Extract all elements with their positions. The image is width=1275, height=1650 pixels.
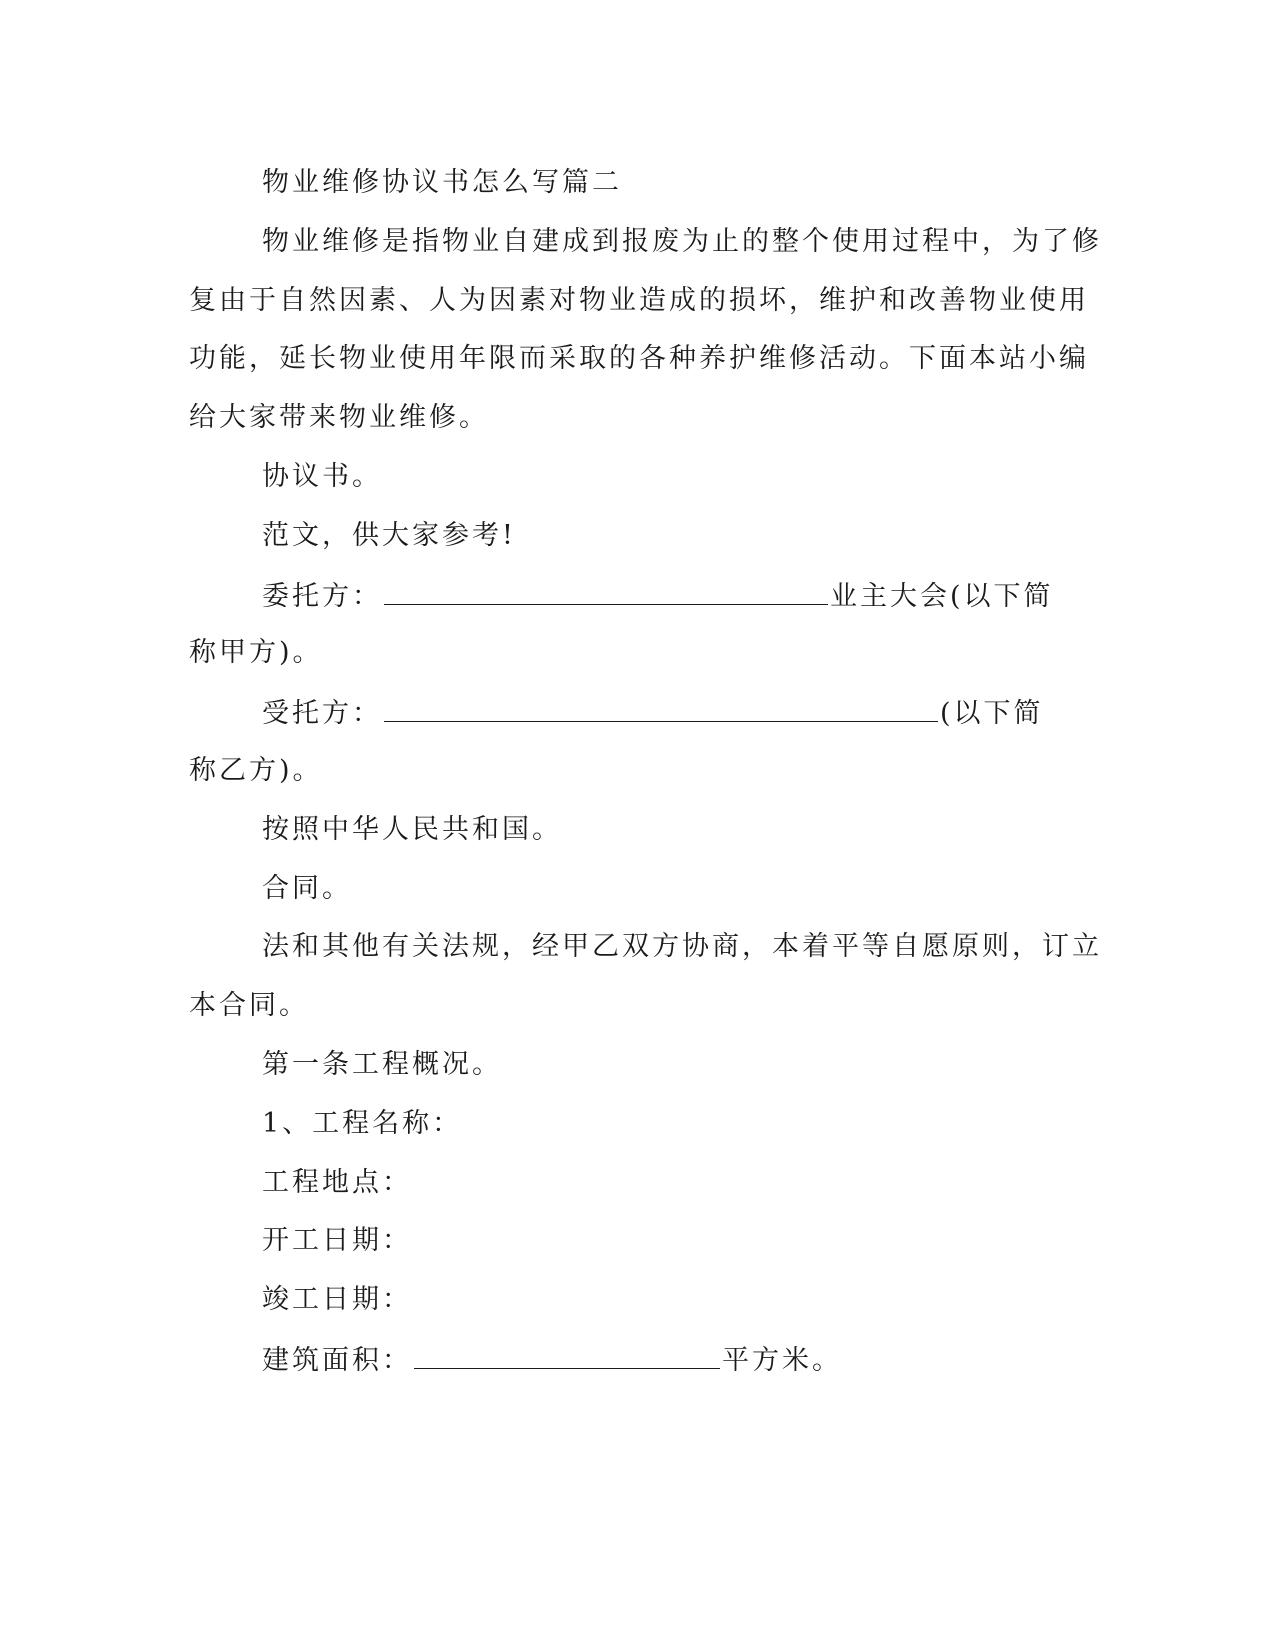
entrusted-party-label: 受托方： xyxy=(262,698,382,729)
entrusting-party-line xyxy=(262,578,1054,614)
document-title: 物业维修协议书怎么写篇二 xyxy=(262,167,622,198)
law-line: 按照中华人民共和国。 xyxy=(262,814,562,845)
building-area-blank xyxy=(414,1342,720,1369)
entrusting-party-continuation: 称甲方)。 xyxy=(189,637,323,668)
principle-line-2: 本合同。 xyxy=(189,990,309,1021)
building-area-unit: 平方米。 xyxy=(722,1345,842,1376)
sample-text: 范文，供大家参考! xyxy=(262,520,516,551)
intro-line-3: 功能，延长物业使用年限而采取的各种养护维修活动。下面本站小编 xyxy=(189,343,1089,374)
building-area-label: 建筑面积： xyxy=(262,1345,412,1376)
completion-date-field: 竣工日期： xyxy=(262,1284,412,1315)
principle-line-1: 法和其他有关法规，经甲乙双方协商，本着平等自愿原则，订立 xyxy=(262,931,1102,962)
project-location-field: 工程地点： xyxy=(262,1167,412,1198)
entrusted-party-blank xyxy=(384,695,938,722)
article-one-heading: 第一条工程概况。 xyxy=(262,1049,502,1080)
entrusted-party-line xyxy=(262,695,1044,731)
agreement-word: 协议书。 xyxy=(262,461,382,492)
entrusted-party-suffix: (以下简 xyxy=(940,698,1044,729)
building-area-line xyxy=(262,1342,842,1378)
intro-line-4: 给大家带来物业维修。 xyxy=(189,402,489,433)
entrusting-party-blank xyxy=(384,578,828,605)
start-date-field: 开工日期： xyxy=(262,1225,412,1256)
contract-word: 合同。 xyxy=(262,873,352,904)
project-name-field: 1、工程名称： xyxy=(262,1108,463,1139)
intro-line-2: 复由于自然因素、人为因素对物业造成的损坏，维护和改善物业使用 xyxy=(189,285,1089,316)
intro-line-1: 物业维修是指物业自建成到报废为止的整个使用过程中，为了修 xyxy=(262,226,1102,257)
entrusted-party-continuation: 称乙方)。 xyxy=(189,755,323,786)
entrusting-party-suffix: 业主大会(以下简 xyxy=(830,581,1054,612)
entrusting-party-label: 委托方： xyxy=(262,581,382,612)
